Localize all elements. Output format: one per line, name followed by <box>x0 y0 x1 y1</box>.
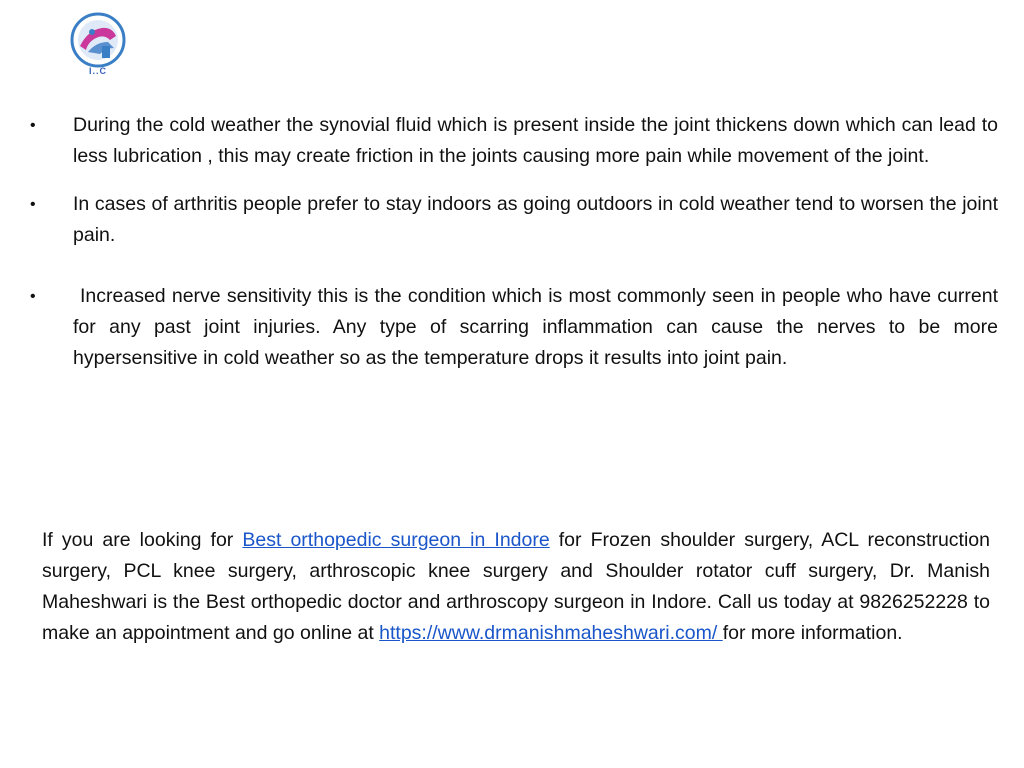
cta-text-before: If you are looking for <box>42 529 243 551</box>
best-orthopedic-surgeon-link[interactable]: Best orthopedic surgeon in Indore <box>242 529 550 551</box>
website-link[interactable]: https://www.drmanishmaheshwari.com/ <box>379 622 723 644</box>
bullet-list <box>30 110 998 374</box>
cta-text-middle: for Frozen shoulder surgery, ACL reconstruction surgery, PCL knee surgery, arthroscopic knee surgery and Shoulder rotator cuff surgery, Dr. Manish Maheshwari is the Best orthopedic doctor and arthroscopy surgeon in Indore. Call us today at 9826252228 to make an appointment and go online at <box>42 529 990 644</box>
bullet-item <box>30 110 998 172</box>
bullet-glyph: • <box>30 196 36 213</box>
bullet-glyph: • <box>30 288 36 305</box>
bullet-text: Increased nerve sensitivity this is the condition which is most commonly seen in people who have current for any past joint injuries. Any type of scarring inflammation can cause the nerves to be more hypersensitive in cold weather so as the temperature drops it results into joint pain. <box>73 285 998 369</box>
call-to-action-paragraph <box>42 525 990 649</box>
clinic-logo <box>66 12 130 80</box>
bullet-item <box>30 281 998 374</box>
cta-text-after: for more information. <box>722 622 903 644</box>
bullet-glyph: • <box>30 117 36 134</box>
clinic-logo-icon <box>66 12 130 68</box>
bullet-text: During the cold weather the synovial fluid which is present inside the joint thickens down which can lead to less lubrication , this may create friction in the joints causing more pain while movement of the joint. <box>73 114 998 167</box>
bullet-item <box>30 189 998 251</box>
logo-text: I..C <box>88 66 107 76</box>
bullet-text: In cases of arthritis people prefer to stay indoors as going outdoors in cold weather tend to worsen the joint pain. <box>73 193 998 246</box>
